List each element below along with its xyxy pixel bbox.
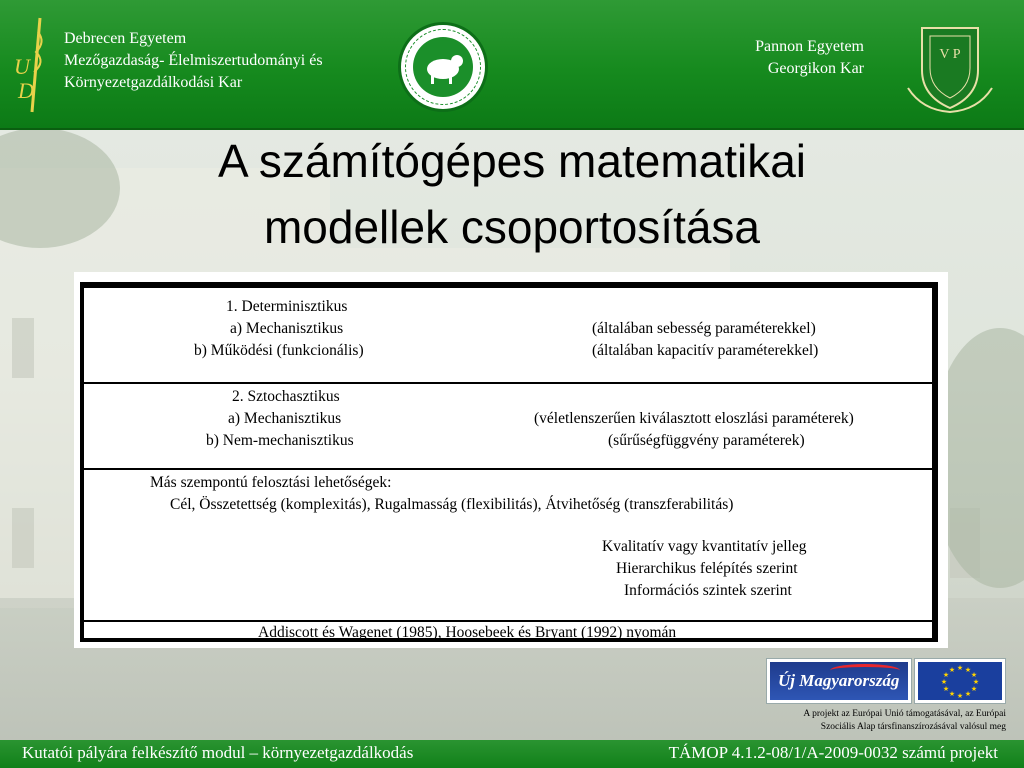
svg-text:★: ★ [970, 685, 978, 693]
table-section-stochastic [84, 384, 932, 470]
section1-note-b: (általában kapacitív paraméterekkel) [592, 342, 819, 359]
svg-text:★: ★ [956, 692, 964, 700]
right-institution-name [755, 36, 864, 80]
svg-text:★: ★ [964, 666, 972, 674]
uj-magyarorszag-text: Új Magyarország [778, 671, 900, 690]
section2-note-b: (sűrűségfüggvény paraméterek) [608, 432, 805, 449]
svg-text:★: ★ [972, 678, 980, 686]
svg-text:★: ★ [948, 690, 956, 698]
section1-heading: 1. Determinisztikus [226, 298, 348, 315]
section1-note-a: (általában sebesség paraméterekkel) [592, 320, 816, 337]
header-banner [0, 0, 1024, 130]
section2-item-a: a) Mechanisztikus [228, 410, 342, 427]
section2-note-a: (véletlenszerűen kiválasztott eloszlási paraméterek) [534, 410, 854, 427]
svg-text:★: ★ [970, 671, 978, 679]
section3-extra3: Információs szintek szerint [624, 582, 792, 599]
debrecen-university-logo [10, 12, 54, 120]
uj-magyarorszag-logo [766, 658, 912, 704]
section2-item-b: b) Nem-mechanisztikus [206, 432, 354, 449]
svg-text:★: ★ [948, 666, 956, 674]
right-institution-line1: Pannon Egyetem [755, 38, 864, 55]
section1-item-b: b) Működési (funkcionális) [194, 342, 364, 359]
slide-title [0, 128, 1024, 260]
table-section-other-criteria [84, 470, 932, 622]
svg-text:★: ★ [942, 685, 950, 693]
footer-module-name: Kutatói pályára felkészítő modul – környezetgazdálkodás [22, 743, 414, 762]
section2-heading: 2. Sztochasztikus [232, 388, 340, 405]
eu-funding-note [744, 708, 1006, 734]
eu-note-line1: A projekt az Európai Unió támogatásával, az Európai [803, 709, 1006, 719]
left-institution-line1: Debrecen Egyetem [64, 30, 187, 47]
table-source-row [84, 622, 932, 644]
footer-project-id: TÁMOP 4.1.2-08/1/A-2009-0032 számú projekt [668, 743, 998, 762]
section1-item-a: a) Mechanisztikus [230, 320, 344, 337]
table-section-deterministic [84, 288, 932, 384]
footer-banner [0, 740, 1024, 768]
faculty-seal-icon [398, 22, 488, 112]
svg-text:U: U [14, 54, 30, 79]
crest-letters: V P [939, 47, 961, 62]
left-institution-line3: Környezetgazdálkodási Kar [64, 74, 243, 91]
section3-extra1: Kvalitatív vagy kvantitatív jelleg [602, 538, 807, 555]
svg-text:★: ★ [964, 690, 972, 698]
left-institution-name [64, 28, 323, 94]
eu-flag-icon [914, 658, 1006, 704]
svg-text:D: D [18, 78, 34, 103]
slide-title-line1: A számítógépes matematikai [217, 135, 807, 187]
left-institution-line2: Mezőgazdaság- Élelmiszertudományi és [64, 52, 323, 69]
table-source-citation: Addiscott és Wagenet (1985), Hoosebeek és Bryant (1992) nyomán [258, 624, 677, 641]
model-classification-table [74, 272, 948, 648]
right-institution-line2: Georgikon Kar [767, 60, 864, 77]
svg-text:★: ★ [956, 664, 964, 672]
eu-note-line2: Szociális Alap társfinanszírozásával valósul meg [820, 722, 1006, 732]
svg-text:★: ★ [942, 671, 950, 679]
slide-title-line2: modellek csoportosítása [263, 201, 761, 253]
pannon-university-crest-icon [902, 18, 998, 114]
section3-extra2: Hierarchikus felépítés szerint [616, 560, 798, 577]
svg-text:★: ★ [940, 678, 948, 686]
section3-criteria: Cél, Összetettség (komplexitás), Rugalmasság (flexibilitás), Átvihetőség (transzferabilitás) [170, 496, 734, 513]
section3-heading: Más szempontú felosztási lehetőségek: [150, 474, 392, 491]
